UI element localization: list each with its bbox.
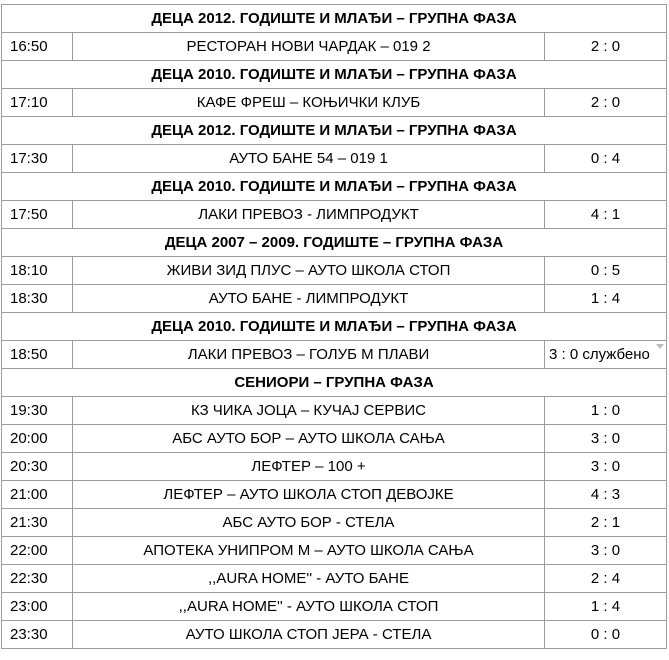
match-time: 22:30 <box>2 565 73 593</box>
match-row <box>2 537 667 565</box>
match-row <box>2 565 667 593</box>
match-time: 22:00 <box>2 537 73 565</box>
match-time: 21:00 <box>2 481 73 509</box>
match-score: 4 : 1 <box>545 201 667 229</box>
match-row <box>2 425 667 453</box>
section-row <box>2 5 667 33</box>
match-row <box>2 145 667 173</box>
match-time: 18:10 <box>2 257 73 285</box>
match-teams: ЖИВИ ЗИД ПЛУС – АУТО ШКОЛА СТОП <box>73 257 545 285</box>
match-row <box>2 33 667 61</box>
match-time: 23:00 <box>2 593 73 621</box>
match-row <box>2 621 667 649</box>
match-time: 17:10 <box>2 89 73 117</box>
match-score: 2 : 4 <box>545 565 667 593</box>
match-teams: ЛЕФТЕР – 100 + <box>73 453 545 481</box>
match-teams: АБС АУТО БОР – АУТО ШКОЛА САЊА <box>73 425 545 453</box>
section-row <box>2 173 667 201</box>
match-score: 3 : 0 <box>545 453 667 481</box>
match-row <box>2 341 667 369</box>
match-score: 3 : 0 <box>545 425 667 453</box>
match-time: 18:30 <box>2 285 73 313</box>
match-row <box>2 257 667 285</box>
match-row <box>2 201 667 229</box>
section-row <box>2 369 667 397</box>
section-title: ДЕЦА 2012. ГОДИШТЕ И МЛАЂИ – ГРУПНА ФАЗА <box>2 117 667 145</box>
match-score: 2 : 0 <box>545 89 667 117</box>
match-teams: АПОТЕКА УНИПРОМ М – АУТО ШКОЛА САЊА <box>73 537 545 565</box>
section-title: ДЕЦА 2007 – 2009. ГОДИШТЕ – ГРУПНА ФАЗА <box>2 229 667 257</box>
match-teams: ЛЕФТЕР – АУТО ШКОЛА СТОП ДЕВОЈКЕ <box>73 481 545 509</box>
match-time: 19:30 <box>2 397 73 425</box>
match-time: 17:50 <box>2 201 73 229</box>
match-score: 4 : 3 <box>545 481 667 509</box>
match-teams: КАФЕ ФРЕШ – КОЊИЧКИ КЛУБ <box>73 89 545 117</box>
match-score: 3 : 0 службено <box>549 346 650 363</box>
section-title: ДЕЦА 2010. ГОДИШТЕ И МЛАЂИ – ГРУПНА ФАЗА <box>2 173 667 201</box>
match-teams: КЗ ЧИКА ЈОЦА – КУЧАЈ СЕРВИС <box>73 397 545 425</box>
match-teams: АБС АУТО БОР - СТЕЛА <box>73 509 545 537</box>
match-time: 20:00 <box>2 425 73 453</box>
match-time: 23:30 <box>2 621 73 649</box>
match-row <box>2 481 667 509</box>
match-score: 3 : 0 <box>545 537 667 565</box>
match-row <box>2 89 667 117</box>
section-title: ДЕЦА 2012. ГОДИШТЕ И МЛАЂИ – ГРУПНА ФАЗА <box>2 5 667 33</box>
match-score: 1 : 4 <box>545 285 667 313</box>
match-schedule-table <box>1 4 667 649</box>
match-row <box>2 397 667 425</box>
section-title: ДЕЦА 2010. ГОДИШТЕ И МЛАЂИ – ГРУПНА ФАЗА <box>2 61 667 89</box>
match-teams: АУТО БАНЕ 54 – 019 1 <box>73 145 545 173</box>
match-score: 0 : 0 <box>545 621 667 649</box>
match-teams: ,,AURA HOME'' - АУТО БАНЕ <box>73 565 545 593</box>
match-score: 0 : 5 <box>545 257 667 285</box>
match-time: 18:50 <box>2 341 73 369</box>
match-time: 21:30 <box>2 509 73 537</box>
match-score: 2 : 0 <box>545 33 667 61</box>
match-teams: ,,AURA HOME'' - АУТО ШКОЛА СТОП <box>73 593 545 621</box>
match-row <box>2 593 667 621</box>
match-teams: АУТО БАНЕ - ЛИМПРОДУКТ <box>73 285 545 313</box>
section-row <box>2 229 667 257</box>
match-teams: АУТО ШКОЛА СТОП ЈЕРА - СТЕЛА <box>73 621 545 649</box>
match-time: 17:30 <box>2 145 73 173</box>
cell-overflow-arrow-icon[interactable] <box>656 344 664 349</box>
match-row <box>2 453 667 481</box>
match-teams: ЛАКИ ПРЕВОЗ – ГОЛУБ М ПЛАВИ <box>73 341 545 369</box>
match-teams: ЛАКИ ПРЕВОЗ - ЛИМПРОДУКТ <box>73 201 545 229</box>
match-score: 1 : 0 <box>545 397 667 425</box>
section-title: ДЕЦА 2010. ГОДИШТЕ И МЛАЂИ – ГРУПНА ФАЗА <box>2 313 667 341</box>
section-title: СЕНИОРИ – ГРУПНА ФАЗА <box>2 369 667 397</box>
schedule-body <box>2 5 667 649</box>
match-score-cell <box>545 341 667 369</box>
match-row <box>2 285 667 313</box>
section-row <box>2 313 667 341</box>
match-row <box>2 509 667 537</box>
match-time: 16:50 <box>2 33 73 61</box>
match-score: 1 : 4 <box>545 593 667 621</box>
match-score: 2 : 1 <box>545 509 667 537</box>
match-teams: РЕСТОРАН НОВИ ЧАРДАК – 019 2 <box>73 33 545 61</box>
match-score: 0 : 4 <box>545 145 667 173</box>
match-time: 20:30 <box>2 453 73 481</box>
section-row <box>2 61 667 89</box>
section-row <box>2 117 667 145</box>
